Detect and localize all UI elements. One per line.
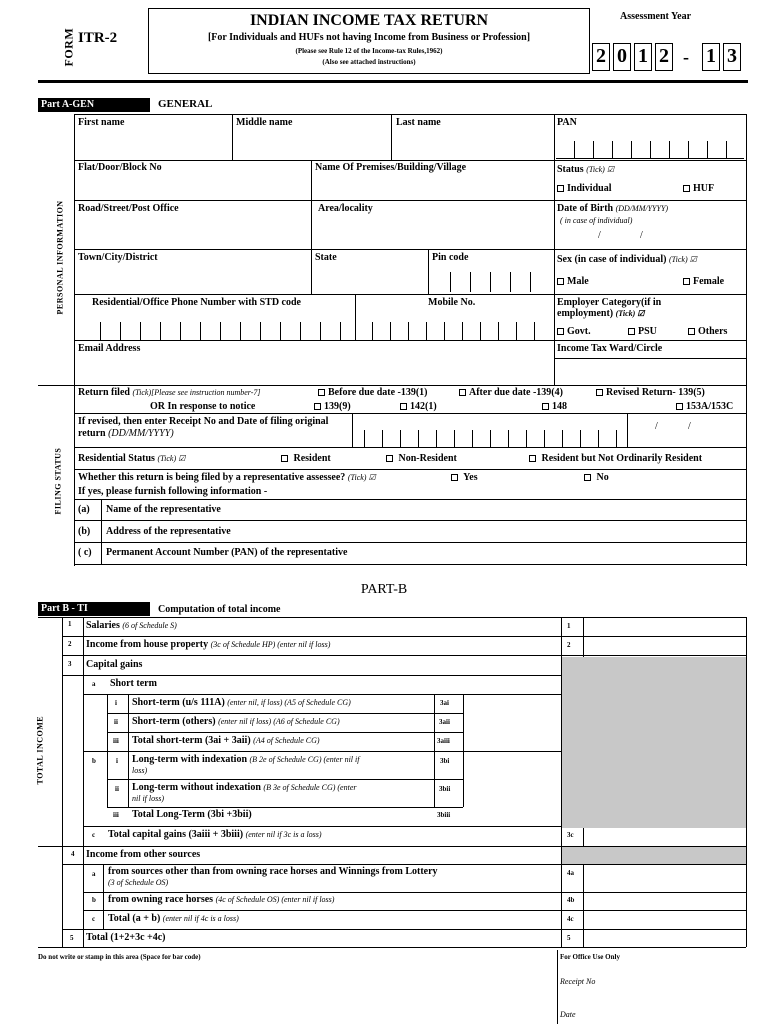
- header-rule: [38, 80, 748, 83]
- notice-139-9-box[interactable]: [314, 403, 321, 410]
- st-111a-amount[interactable]: [464, 695, 560, 712]
- lt-indexation-amount[interactable]: [464, 752, 560, 778]
- notice-153-box[interactable]: [676, 403, 683, 410]
- os-b-ref: 4b: [567, 896, 575, 904]
- before-due-option[interactable]: Before due date -139(1): [318, 387, 428, 398]
- psu-box[interactable]: [628, 328, 635, 335]
- phone-label: Residential/Office Phone Number with STD code: [92, 297, 301, 308]
- ward-label: Income Tax Ward/Circle: [557, 343, 663, 354]
- rnor-box[interactable]: [529, 455, 536, 462]
- year-digit-5: 1: [702, 43, 720, 71]
- employer-label: Employer Category(if in employment): [557, 297, 662, 319]
- lt-total-amount[interactable]: [464, 808, 560, 825]
- area-label: Area/locality: [318, 203, 373, 214]
- instruction-7-note: [Please see instruction number-7]: [151, 388, 261, 397]
- os-c-ref: 4c: [567, 915, 574, 923]
- after-due-option[interactable]: After due date -139(4): [459, 387, 563, 398]
- year-digit-4: 2: [655, 43, 673, 71]
- office-use-divider: [557, 950, 558, 1024]
- lt-no-indexation-ref: 3bii: [439, 785, 451, 793]
- pin-input[interactable]: [430, 270, 552, 292]
- os-c-key: c: [92, 915, 96, 923]
- res-tick-note: (Tick) ☑: [157, 454, 186, 463]
- phone-input[interactable]: [80, 318, 352, 340]
- rep-a-key: (a): [78, 504, 90, 515]
- os-b-amount[interactable]: [584, 893, 745, 909]
- st-ii-num: ii: [114, 718, 118, 726]
- psu-checkbox[interactable]: PSU: [628, 326, 657, 337]
- premises-label: Name Of Premises/Building/Village: [315, 162, 467, 173]
- if-revised-label: If revised, then enter Receipt No and Date of filing original return: [78, 416, 329, 439]
- st-iii-num: iii: [113, 737, 119, 745]
- rnor-option[interactable]: Resident but Not Ordinarily Resident: [529, 453, 702, 464]
- others-box[interactable]: [688, 328, 695, 335]
- instruction-note: (Also see attached instructions): [322, 58, 416, 66]
- form-title: INDIAN INCOME TAX RETURN: [249, 12, 489, 29]
- row-4-num: 4: [71, 850, 75, 858]
- st-others-note: (enter nil if loss) (A6 of Schedule CG): [218, 717, 340, 726]
- salaries-amount[interactable]: [584, 618, 745, 635]
- govt-box[interactable]: [557, 328, 564, 335]
- salaries-note: (6 of Schedule S): [122, 621, 177, 630]
- revised-option[interactable]: Revised Return- 139(5): [596, 387, 705, 398]
- office-use-label: For Office Use Only: [560, 953, 620, 961]
- huf-checkbox[interactable]: HUF: [683, 183, 714, 194]
- part-b-tag: Part B - TI: [38, 602, 150, 616]
- os-b-key: b: [92, 896, 96, 904]
- dob-format: (DD/MM/YYYY): [615, 204, 669, 213]
- total-cg-note: (enter nil if 3c is a loss): [245, 830, 322, 839]
- house-property-note: (3c of Schedule HP) (enter nil if loss): [210, 640, 331, 649]
- return-tick-note: (Tick): [132, 388, 152, 397]
- rep-no-box[interactable]: [584, 474, 591, 481]
- st-total-ref: 3aiii: [437, 737, 450, 745]
- st-111a-note: (enter nil, if loss) (A5 of Schedule CG): [227, 698, 351, 707]
- mobile-input[interactable]: [358, 318, 552, 340]
- filing-date-slash-2: /: [688, 421, 691, 432]
- house-property-amount[interactable]: [584, 637, 745, 654]
- total-income-side: TOTAL INCOME: [35, 715, 45, 785]
- total-income-amount[interactable]: [584, 930, 745, 946]
- last-name-label: Last name: [396, 117, 441, 128]
- dob-note: ( in case of individual): [560, 216, 633, 225]
- notice-142-1-box[interactable]: [400, 403, 407, 410]
- st-others-amount[interactable]: [464, 714, 560, 731]
- os-a-label: from sources other than from owning race horses and Winnings from Lottery: [108, 866, 438, 877]
- total-cg-label: Total capital gains (3aiii + 3biii): [108, 829, 244, 840]
- receipt-no-label: Receipt No: [560, 977, 596, 986]
- status-label: Status: [557, 164, 584, 175]
- non-resident-box[interactable]: [386, 455, 393, 462]
- male-checkbox[interactable]: Male: [557, 276, 589, 287]
- filing-status-side: FILING STATUS: [53, 447, 63, 515]
- middle-name-label: Middle name: [236, 117, 293, 128]
- notice-label: OR In response to notice: [150, 401, 256, 412]
- form-label: FORM: [61, 27, 76, 67]
- rep-pan-label: Permanent Account Number (PAN) of the representative: [106, 547, 348, 558]
- short-term-label: Short term: [110, 678, 157, 689]
- form-code: ITR-2: [78, 30, 118, 46]
- if-revised-format: (DD/MM/YYYY): [108, 428, 174, 439]
- lt-indexation-label: Long-term with indexation: [132, 754, 247, 765]
- total-income-ref: 5: [567, 934, 571, 942]
- after-due-box[interactable]: [459, 389, 466, 396]
- rep-yes-option[interactable]: Yes: [451, 472, 478, 483]
- row-5-num: 5: [70, 934, 74, 942]
- part-a-heading: GENERAL: [158, 98, 213, 110]
- rep-address-label: Address of the representative: [106, 526, 231, 537]
- part-b-heading: Computation of total income: [158, 604, 281, 615]
- os-a-key: a: [92, 870, 96, 878]
- total-cg-amount[interactable]: [584, 828, 745, 845]
- salaries-ref: 1: [567, 622, 571, 630]
- individual-checkbox[interactable]: Individual: [557, 183, 611, 194]
- other-sources-label: Income from other sources: [86, 849, 201, 860]
- return-filed-label: Return filed: [78, 387, 130, 398]
- lt-iii-num: iii: [113, 811, 119, 819]
- row-3-num: 3: [68, 660, 72, 668]
- salaries-label: Salaries: [86, 620, 120, 631]
- short-term-key: a: [92, 680, 96, 688]
- notice-148[interactable]: 148: [542, 401, 567, 412]
- row-1-num: 1: [68, 620, 72, 628]
- road-label: Road/Street/Post Office: [78, 203, 179, 214]
- st-total-amount[interactable]: [464, 733, 560, 750]
- part-b-title: PART-B: [360, 582, 408, 597]
- revised-box[interactable]: [596, 389, 603, 396]
- st-111a-label: Short-term (u/s 111A): [132, 697, 225, 708]
- year-digit-6: 3: [723, 43, 741, 71]
- town-label: Town/City/District: [78, 252, 158, 263]
- rep-b-key: (b): [78, 526, 91, 537]
- lt-indexation-note-2: loss): [132, 766, 148, 775]
- year-digit-1: 2: [592, 43, 610, 71]
- first-name-label: First name: [78, 117, 125, 128]
- rep-tick-note: (Tick) ☑: [347, 473, 376, 482]
- form-subtitle: [For Individuals and HUFs not having Income from Business or Profession]: [207, 32, 531, 43]
- dob-label: Date of Birth: [557, 203, 614, 214]
- dob-slash-2: /: [640, 230, 643, 241]
- resident-option[interactable]: Resident: [281, 453, 331, 464]
- date-label: Date: [560, 1010, 576, 1019]
- others-checkbox[interactable]: Others: [688, 326, 727, 337]
- capital-gains-label: Capital gains: [86, 659, 143, 670]
- assessment-year-label: Assessment Year: [620, 11, 692, 22]
- notice-148-box[interactable]: [542, 403, 549, 410]
- huf-box[interactable]: [683, 185, 690, 192]
- os-a-amount[interactable]: [584, 865, 745, 891]
- mobile-label: Mobile No.: [428, 297, 476, 308]
- house-property-ref: 2: [567, 641, 571, 649]
- filing-date-slash-1: /: [655, 421, 658, 432]
- dob-slash-1: /: [598, 230, 601, 241]
- rep-yes-box[interactable]: [451, 474, 458, 481]
- female-box[interactable]: [683, 278, 690, 285]
- os-a-ref: 4a: [567, 869, 574, 877]
- notice-142-1[interactable]: 142(1): [400, 401, 437, 412]
- year-digit-3: 1: [634, 43, 652, 71]
- lt-ii-num: ii: [115, 785, 119, 793]
- pan-label: PAN: [557, 117, 577, 128]
- lt-indexation-note-1: (B 2e of Schedule CG) (enter nil if: [249, 755, 360, 764]
- rep-c-key: ( c): [78, 547, 92, 558]
- row-2-num: 2: [68, 640, 72, 648]
- barcode-area-note: Do not write or stamp in this area (Space for bar code): [38, 953, 201, 961]
- residential-status-label: Residential Status: [78, 453, 155, 464]
- rep-info-label: If yes, please furnish following information -: [78, 486, 268, 497]
- shaded-area-cg: [561, 657, 746, 828]
- st-i-num: i: [115, 699, 117, 707]
- notice-153[interactable]: 153A/153C: [676, 401, 733, 412]
- lt-indexation-ref: 3bi: [440, 757, 450, 765]
- lt-i-num: i: [116, 757, 118, 765]
- pan-input[interactable]: [556, 137, 744, 159]
- rep-name-label: Name of the representative: [106, 504, 221, 515]
- st-total-note: (A4 of Schedule CG): [253, 736, 320, 745]
- status-tick-note: (Tick) ☑: [586, 165, 615, 174]
- part-a-tag: Part A-GEN: [38, 98, 150, 112]
- os-b-label: from owning race horses: [108, 894, 214, 905]
- rule-note: (Please see Rule 12 of the Income-tax Rules,1962): [295, 47, 443, 55]
- non-resident-option[interactable]: Non-Resident: [386, 453, 457, 464]
- part-a-right-line: [746, 114, 747, 566]
- employer-tick-note: (Tick) ☑: [615, 309, 645, 318]
- personal-info-side: PERSONAL INFORMATION: [55, 200, 65, 315]
- year-dash: -: [683, 47, 689, 67]
- year-digit-2: 0: [613, 43, 631, 71]
- govt-checkbox[interactable]: Govt.: [557, 326, 591, 337]
- notice-139-9[interactable]: 139(9): [314, 401, 351, 412]
- lt-no-indexation-label: Long-term without indexation: [132, 782, 261, 793]
- resident-box[interactable]: [281, 455, 288, 462]
- total-cg-key: c: [92, 831, 96, 839]
- house-property-label: Income from house property: [86, 639, 209, 650]
- lt-no-indexation-amount[interactable]: [464, 780, 560, 806]
- sex-tick-note: (Tick) ☑: [668, 255, 697, 264]
- lt-total-ref: 3biii: [437, 811, 451, 819]
- os-c-label: Total (a + b): [108, 913, 161, 924]
- lt-no-indexation-note-1: (B 3e of Schedule CG) (enter: [263, 783, 357, 792]
- st-others-ref: 3aii: [439, 718, 450, 726]
- os-a-note: (3 of Schedule OS): [108, 878, 169, 887]
- total-cg-ref: 3c: [567, 831, 574, 839]
- flat-label: Flat/Door/Block No: [78, 162, 162, 173]
- os-c-note: (enter nil if 4c is a loss): [162, 914, 239, 923]
- lt-no-indexation-note-2: nil if loss): [132, 794, 165, 803]
- os-c-amount[interactable]: [584, 911, 745, 928]
- os-b-note: (4c of Schedule OS) (enter nil if loss): [215, 895, 335, 904]
- before-due-box[interactable]: [318, 389, 325, 396]
- st-others-label: Short-term (others): [132, 716, 216, 727]
- rep-no-option[interactable]: No: [584, 472, 609, 483]
- email-label: Email Address: [78, 343, 141, 354]
- receipt-no-input[interactable]: [354, 428, 624, 447]
- long-term-key: b: [92, 757, 96, 765]
- sex-label: Sex (in case of individual): [557, 254, 667, 265]
- female-checkbox[interactable]: Female: [683, 276, 724, 287]
- state-label: State: [315, 252, 337, 263]
- representative-question: Whether this return is being filed by a representative assessee?: [78, 472, 346, 483]
- individual-box[interactable]: [557, 185, 564, 192]
- pin-label: Pin code: [432, 252, 469, 263]
- total-income-label: Total (1+2+3c +4c): [86, 932, 166, 943]
- lt-total-label: Total Long-Term (3bi +3bii): [132, 809, 252, 820]
- st-111a-ref: 3ai: [440, 699, 449, 707]
- shaded-area-os: [561, 847, 746, 865]
- st-total-label: Total short-term (3ai + 3aii): [132, 735, 251, 746]
- male-box[interactable]: [557, 278, 564, 285]
